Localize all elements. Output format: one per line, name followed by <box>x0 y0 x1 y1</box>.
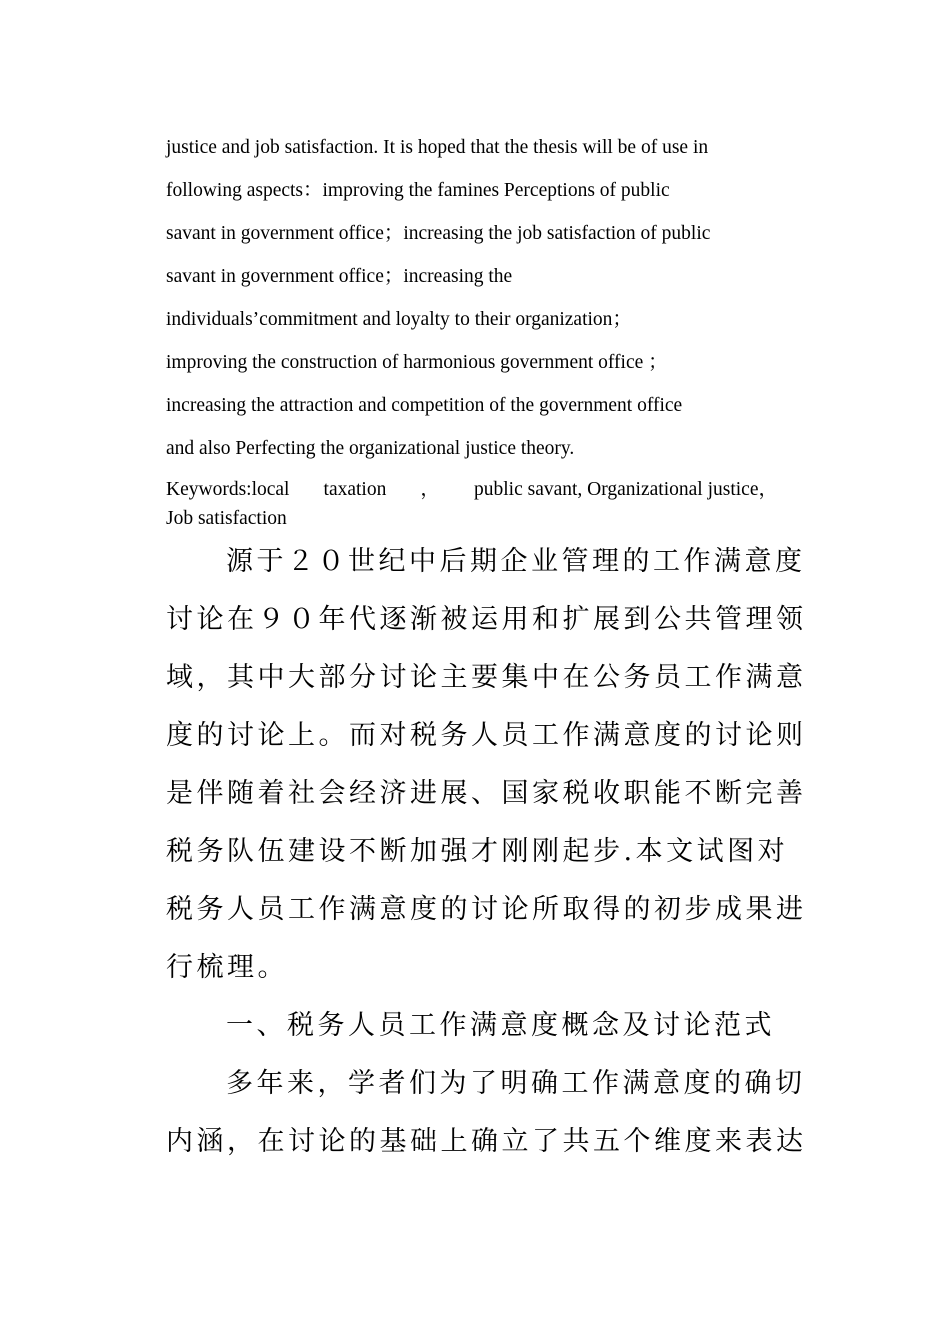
body-line: 源于２０世纪中后期企业管理的工作满意度 <box>226 546 806 577</box>
keywords-label: Keywords:local <box>166 479 290 500</box>
body-line: 税务人员工作满意度的讨论所取得的初步成果进 <box>166 894 807 925</box>
abstract-line: increasing the attraction and competition of the government office <box>166 395 683 416</box>
keyword-terms: public savant, Organizational justice， <box>474 479 778 500</box>
body-line: 是伴随着社会经济进展、国家税收职能不断完善 <box>166 778 807 809</box>
body-line: 讨论在９０年代逐渐被运用和扩展到公共管理领 <box>166 604 807 635</box>
abstract-line: savant in government office；increasing the <box>166 266 513 287</box>
abstract-line: savant in government office；increasing the job satisfaction of public <box>166 223 711 244</box>
abstract-line: and also Perfecting the organizational justice theory. <box>166 438 575 459</box>
section-body-line: 内涵，在讨论的基础上确立了共五个维度来表达 <box>166 1126 807 1157</box>
section-body-line: 多年来，学者们为了明确工作满意度的确切 <box>226 1068 806 1099</box>
abstract-line: justice and job satisfaction. It is hoped that the thesis will be of use in <box>166 137 709 158</box>
body-line: 税务队伍建设不断加强才刚刚起步.本文试图对 <box>166 836 789 867</box>
keywords-line <box>166 478 778 502</box>
body-line: 度的讨论上。而对税务人员工作满意度的讨论则 <box>166 720 807 751</box>
keyword-separator: ， <box>420 479 440 500</box>
keyword-taxation: taxation <box>323 479 387 500</box>
abstract-line: individuals’commitment and loyalty to their organization； <box>166 309 632 330</box>
body-line: 域，其中大部分讨论主要集中在公务员工作满意 <box>166 662 807 693</box>
body-line: 行梳理。 <box>166 952 288 983</box>
section-heading: 一、税务人员工作满意度概念及讨论范式 <box>226 1010 775 1041</box>
abstract-line: following aspects：improving the famines Perceptions of public <box>166 180 670 201</box>
abstract-line: improving the construction of harmonious government office ； <box>166 352 668 373</box>
keywords-continuation: Job satisfaction <box>166 508 287 529</box>
